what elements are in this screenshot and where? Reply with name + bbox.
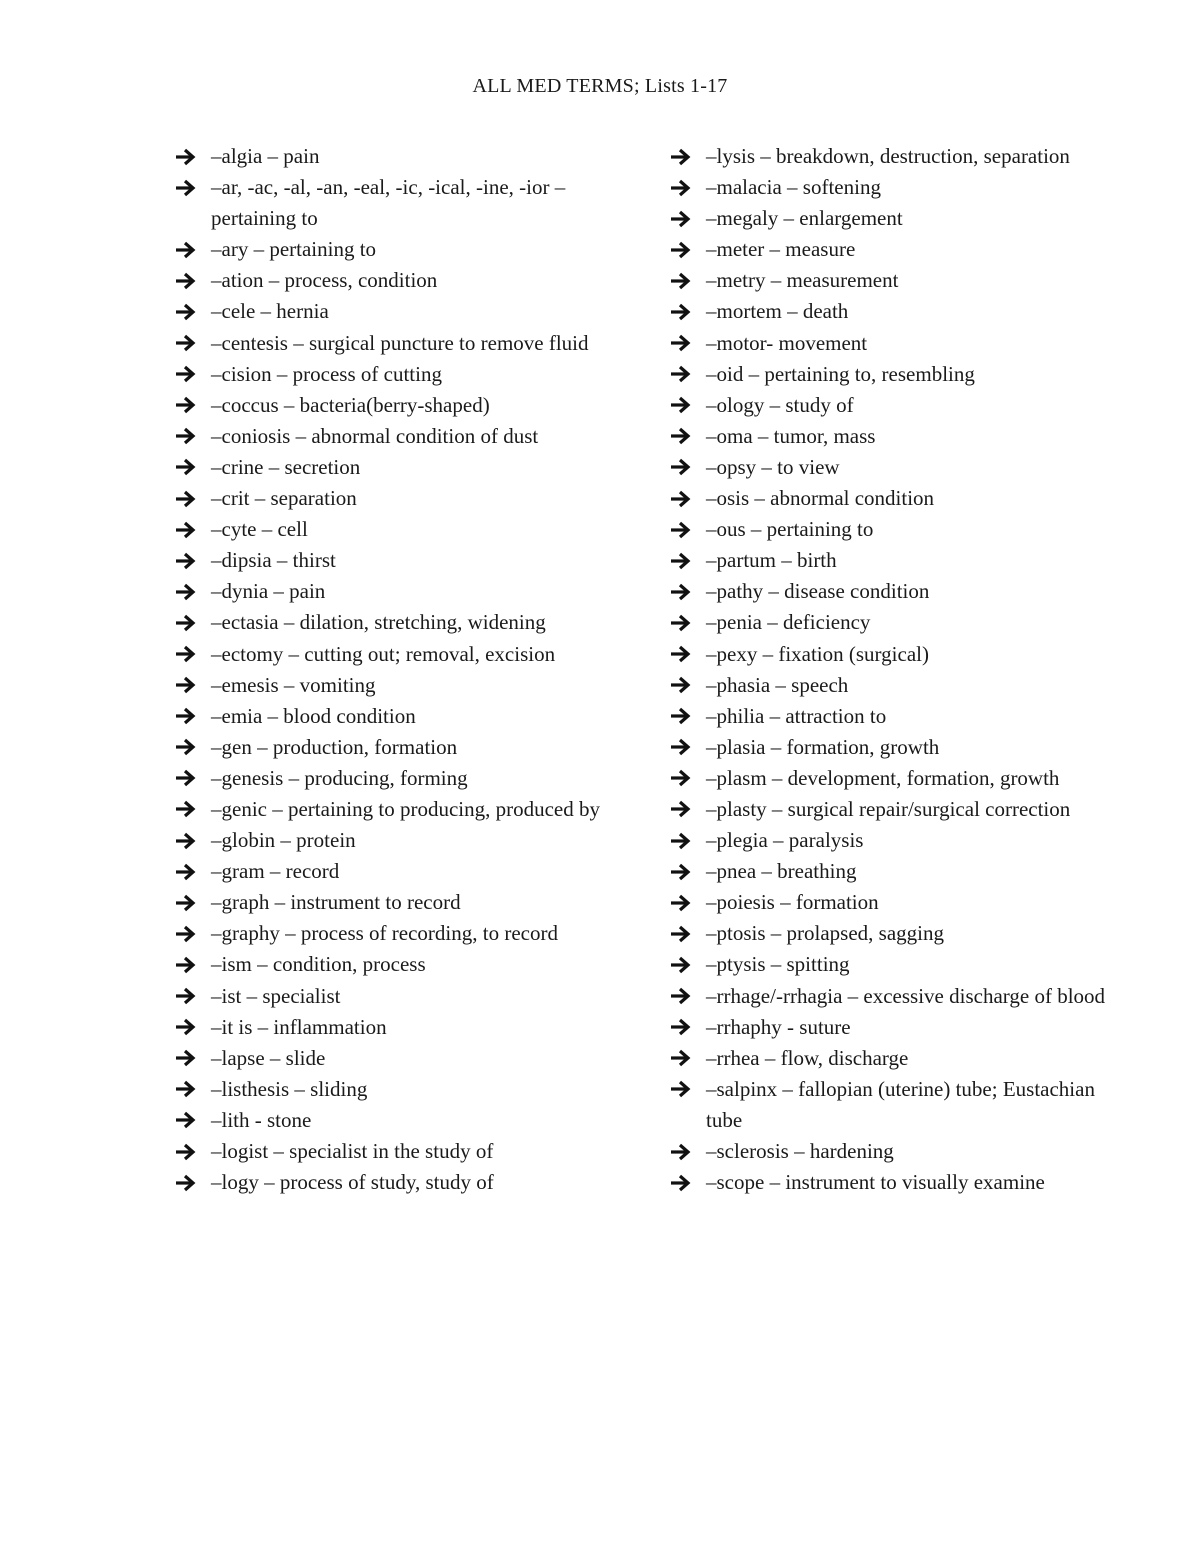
term-text: –algia – pain [211,144,320,168]
term-text: –malacia – softening [706,175,881,200]
term-text: –salpinx – fallopian (uterine) tube; Eustachian tube [706,1076,1095,1132]
term-text: –poiesis – formation [706,890,879,915]
term-text: –cele – hernia [211,299,329,324]
right-arrow-icon [670,172,706,203]
right-arrow-icon [670,825,706,856]
term-item [670,296,1110,327]
term-item [175,763,615,794]
right-arrow-icon [175,452,211,483]
right-arrow-icon [175,732,211,763]
term-text: –gen – production, formation [211,734,458,759]
term-text: –ist – specialist [211,983,341,1008]
right-arrow-icon [175,949,211,980]
term-item [175,452,615,483]
term-item [670,514,1110,545]
term-item [175,1167,615,1198]
term-text: –plasty – surgical repair/surgical correction [706,796,1071,821]
term-item [175,887,615,918]
right-arrow-icon [670,918,706,949]
right-arrow-icon [670,794,706,825]
term-text: –megaly – enlargement [706,206,903,231]
right-arrow-icon [175,172,211,203]
term-item [670,265,1110,296]
term-item [175,483,615,514]
right-arrow-icon [670,328,706,359]
right-arrow-icon [175,421,211,452]
right-arrow-icon [175,1043,211,1074]
term-text: –opsy – to view [706,454,840,479]
term-item [670,949,1110,980]
right-arrow-icon [175,514,211,545]
right-arrow-icon [175,483,211,514]
term-item [670,1074,1110,1136]
term-item [670,1012,1110,1043]
right-arrow-icon [175,359,211,390]
term-item [175,296,615,327]
term-text: –dynia – pain [211,579,326,604]
right-arrow-icon [670,390,706,421]
term-text: –logy – process of study, study of [211,1170,494,1195]
term-item [175,1136,615,1167]
right-arrow-icon [670,1043,706,1074]
term-text: –pathy – disease condition [706,579,930,604]
right-arrow-icon [175,390,211,421]
term-text: –graph – instrument to record [211,890,461,915]
right-arrow-icon [175,639,211,670]
right-arrow-icon [670,981,706,1012]
term-text: –ptysis – spitting [706,952,850,977]
term-item [175,514,615,545]
term-item [175,328,615,359]
right-arrow-icon [670,514,706,545]
term-text: –emia – blood condition [211,703,416,728]
right-arrow-icon [670,670,706,701]
term-list-left [175,141,615,1198]
term-text: –philia – attraction to [706,703,887,728]
term-item [175,949,615,980]
term-text: –scope – instrument to visually examine [706,1170,1045,1195]
right-arrow-icon [670,639,706,670]
term-item [670,328,1110,359]
right-arrow-icon [670,576,706,607]
term-text: –crit – separation [211,486,357,511]
right-arrow-icon [670,949,706,980]
term-text: –penia – deficiency [706,610,871,635]
right-arrow-icon [670,234,706,265]
term-item [670,203,1110,234]
term-item [670,607,1110,638]
term-item [670,172,1110,203]
right-arrow-icon [670,545,706,576]
term-text: –osis – abnormal condition [706,486,935,511]
term-item [670,639,1110,670]
right-arrow-icon [670,701,706,732]
term-text: –ation – process, condition [211,268,438,293]
right-arrow-icon [175,265,211,296]
right-arrow-icon [175,670,211,701]
term-text: –cision – process of cutting [211,361,442,386]
term-text: –oid – pertaining to, resembling [706,361,975,386]
right-arrow-icon [670,483,706,514]
term-item [670,732,1110,763]
right-arrow-icon [175,887,211,918]
term-text: –mortem – death [706,299,849,324]
term-item [175,390,615,421]
term-item [175,732,615,763]
term-text: –emesis – vomiting [211,672,376,697]
term-text: –graphy – process of recording, to record [211,921,558,946]
term-text: –plegia – paralysis [706,828,864,853]
term-text: –partum – birth [706,548,837,573]
term-item [175,265,615,296]
right-arrow-icon [670,856,706,887]
term-item [175,856,615,887]
right-arrow-icon [670,296,706,327]
right-arrow-icon [670,1074,706,1105]
term-item [175,607,615,638]
right-arrow-icon [175,607,211,638]
right-arrow-icon [175,918,211,949]
term-item [175,576,615,607]
right-arrow-icon [175,576,211,607]
term-text: –ectasia – dilation, stretching, widening [211,610,546,635]
term-text: –oma – tumor, mass [706,423,876,448]
right-arrow-icon [175,856,211,887]
term-text: –phasia – speech [706,672,849,697]
term-item [175,701,615,732]
term-item [670,887,1110,918]
term-text: –metry – measurement [706,268,899,293]
term-item [175,1012,615,1043]
term-item [670,856,1110,887]
term-text: –cyte – cell [211,517,308,542]
right-arrow-icon [670,265,706,296]
term-text: –coccus – bacteria(berry-shaped) [211,392,490,417]
term-item [670,452,1110,483]
right-arrow-icon [175,328,211,359]
term-item [670,763,1110,794]
term-item [670,421,1110,452]
term-text: –genesis – producing, forming [211,765,468,790]
term-text: –gram – record [211,859,340,884]
term-item [175,1074,615,1105]
right-arrow-icon [175,1012,211,1043]
term-item [175,141,615,172]
term-text: –ptosis – prolapsed, sagging [706,921,944,946]
term-text: –rrhea – flow, discharge [706,1045,909,1070]
term-item [670,670,1110,701]
right-arrow-icon [175,794,211,825]
right-arrow-icon [670,1136,706,1167]
term-item [670,918,1110,949]
term-text: –ar, -ac, -al, -an, -eal, -ic, -ical, -ine, -ior – pertaining to [211,175,566,231]
right-arrow-icon [175,701,211,732]
term-item [670,234,1110,265]
term-item [175,359,615,390]
term-text: –it is – inflammation [211,1014,387,1039]
term-list-right [670,141,1110,1198]
term-item [175,918,615,949]
right-arrow-icon [670,421,706,452]
term-text: –plasia – formation, growth [706,734,940,759]
term-item [175,639,615,670]
right-arrow-icon [670,607,706,638]
right-arrow-icon [175,296,211,327]
term-item [670,825,1110,856]
term-item [175,670,615,701]
term-text: –globin – protein [211,828,356,853]
right-arrow-icon [670,887,706,918]
term-item [175,981,615,1012]
term-item [670,576,1110,607]
term-text: –meter – measure [706,237,856,262]
term-text: –ous – pertaining to [706,517,874,542]
right-arrow-icon [670,359,706,390]
term-text: –ology – study of [706,392,854,417]
term-text: –dipsia – thirst [211,548,336,573]
term-item [670,1136,1110,1167]
term-text: –coniosis – abnormal condition of dust [211,423,539,448]
term-text: –logist – specialist in the study of [211,1139,494,1163]
term-item [175,1043,615,1074]
page-title: ALL MED TERMS; Lists 1-17 [472,75,728,97]
term-item [670,701,1110,732]
right-arrow-icon [670,1167,706,1198]
term-item [670,483,1110,514]
term-text: –pexy – fixation (surgical) [706,641,929,666]
term-item [175,794,615,825]
right-arrow-icon [670,452,706,483]
term-text: –listhesis – sliding [211,1076,368,1101]
right-arrow-icon [670,763,706,794]
right-arrow-icon [175,141,211,172]
right-arrow-icon [175,825,211,856]
term-text: –sclerosis – hardening [706,1139,894,1163]
right-arrow-icon [670,1012,706,1043]
term-item [175,234,615,265]
right-arrow-icon [175,981,211,1012]
term-item [175,1105,615,1136]
term-text: –ectomy – cutting out; removal, excision [211,641,556,666]
right-arrow-icon [175,545,211,576]
term-text: –pnea – breathing [706,859,857,884]
term-item [670,545,1110,576]
term-text: –rrhaphy - suture [706,1014,851,1039]
right-arrow-icon [175,1105,211,1136]
right-arrow-icon [175,234,211,265]
term-text: –ary – pertaining to [211,237,377,262]
term-text: –genic – pertaining to producing, produced by [211,796,600,821]
term-item [670,1167,1110,1198]
term-text: –lapse – slide [211,1045,326,1070]
right-arrow-icon [175,763,211,794]
term-item [175,545,615,576]
term-item [670,390,1110,421]
term-text: –lysis – breakdown, destruction, separation [706,144,1070,168]
right-arrow-icon [670,732,706,763]
term-item [670,981,1110,1012]
right-arrow-icon [175,1136,211,1167]
right-arrow-icon [670,141,706,172]
term-text: –rrhage/-rrhagia – excessive discharge of blood [706,983,1106,1008]
term-item [175,825,615,856]
term-item [670,359,1110,390]
term-item [670,141,1110,172]
term-item [175,421,615,452]
term-text: –lith - stone [211,1107,312,1132]
right-arrow-icon [175,1074,211,1105]
right-arrow-icon [670,203,706,234]
term-text: –centesis – surgical puncture to remove fluid [211,330,589,355]
term-text: –crine – secretion [211,454,361,479]
term-text: –plasm – development, formation, growth [706,765,1060,790]
right-arrow-icon [175,1167,211,1198]
term-item [670,1043,1110,1074]
term-item [175,172,615,234]
term-item [670,794,1110,825]
term-text: –motor- movement [706,330,868,355]
term-text: –ism – condition, process [211,952,426,977]
